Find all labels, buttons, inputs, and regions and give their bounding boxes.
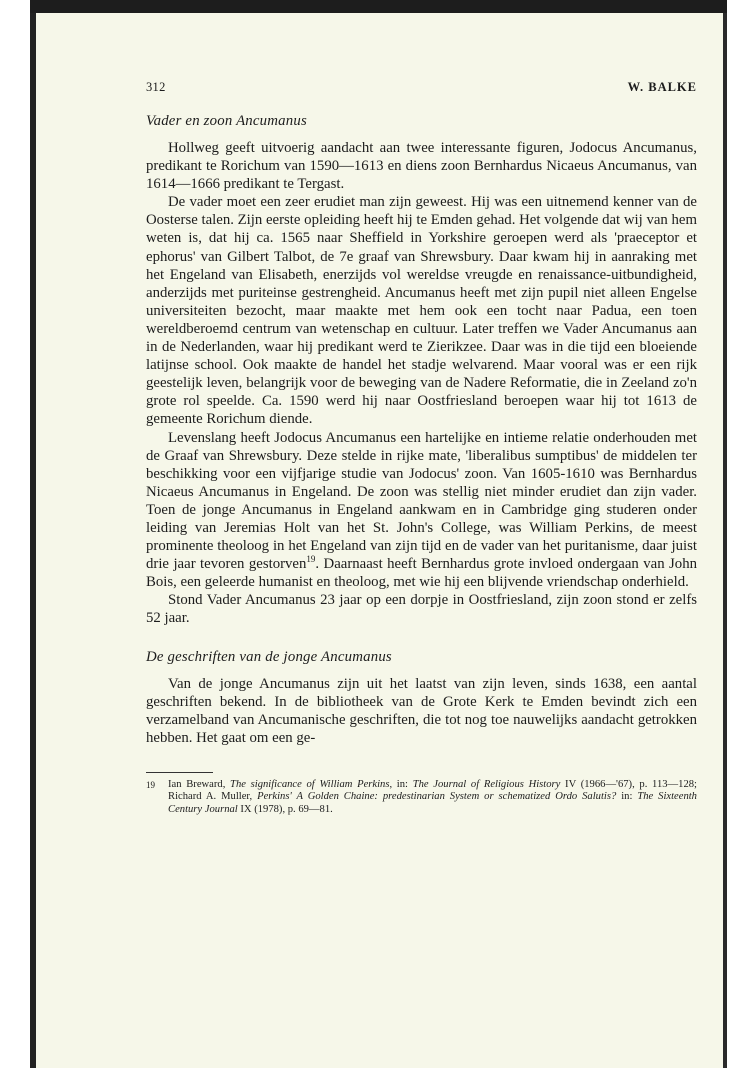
- footnote-sep: in:: [616, 791, 638, 803]
- paragraph: Hollweg geeft uitvoerig aandacht aan twee interessante figuren, Jodocus Ancumanus, predikant te Rorichum van 1590—1613 en diens zoon Bernhardus Nicaeus Ancumanus, van 1614—1666 predikant te Tergast.: [146, 140, 697, 193]
- footnote-ref: IX (1978), p. 69—81.: [237, 803, 333, 815]
- running-head-author: W. BALKE: [627, 80, 697, 94]
- paragraph-text-continued: . Daarnaast heeft Bernhardus grote invloed ondergaan van John Bois, een geleerde humanist en theoloog, met wie hij een blijvende vriendschap onderhield.: [146, 556, 697, 591]
- footnote-number: 19: [146, 779, 155, 790]
- section-title: Vader en zoon Ancumanus: [146, 113, 307, 129]
- footnote-rule: [146, 772, 213, 773]
- page-content: [146, 80, 697, 816]
- footnote-journal: The Journal of Religious History: [412, 778, 561, 790]
- page-number: 312: [146, 80, 166, 94]
- section-geschriften: [146, 649, 697, 747]
- paragraph: Van de jonge Ancumanus zijn uit het laatst van zijn leven, sinds 1638, een aantal geschriften bekend. In de bibliotheek van de Grote Kerk te Emden bevindt zich een verzamelband van Ancumanische geschriften, die tot nog toe nauwelijks aandacht getrokken hebben. Het gaat om een ge-: [146, 675, 697, 746]
- paragraph: De vader moet een zeer erudiet man zijn geweest. Hij was een uitnemend kenner van de Oosterse talen. Zijn eerste opleiding heeft hij te Emden gehad. Het volgende dat wij van hem weten is, dat hij ca. 1565 naar Sheffield in Yorkshire geroepen werd als 'praeceptor et ephorus' van Gilbert Talbot, de 7e graaf van Shrewsbury. Daar kwam hij in aanraking met het Engeland van Elisabeth, enerzijds vol wereldse vreugde en renaissance-uitbundigheid, anderzijds met puriteinse gestrengheid. Ancumanus heeft met zijn pupil niet alleen Engelse universiteiten bezocht, maar maakte met hem ook een tocht naar Padua, een toen wereldberoemd centrum van wetenschap en cultuur. Later treffen we Vader Ancumanus aan in de Nederlanden, waar hij predikant werd te Zierikzee. Daar was in die tijd een bloeiende latijnse school. Ook maakte de handel het stadje welvarend. Maar vooral was er een rijk geestelijk leven, belangrijk voor de beweging van de Nadere Reformatie, die in Zeeland zo'n grote rol speelde. Ca. 1590 werd hij naar Oostfriesland beroepen waar hij tot 1613 de gemeente Rorichum diende.: [146, 194, 698, 428]
- scan-margin-left: [0, 0, 30, 1068]
- footnote-author: Ian Breward,: [168, 778, 231, 790]
- scan-border-right: [723, 13, 727, 1068]
- paragraph-text: Levenslang heeft Jodocus Ancumanus een hartelijke en intieme relatie onderhouden met de Graaf van Shrewsbury. Deze stelde in rijke mate, 'liberalibus sumptibus' de middelen ter beschikking voor een vijfjarige studie van Jodocus' zoon. Van 1605-1610 was Bernhardus Nicaeus Ancumanus in Engeland. De zoon was stellig niet minder erudiet dan zijn vader. Toen de jonge Ancumanus in Engeland aankwam en in Cambridge ging studeren onder leiding van Jeremias Holt van het St. John's College, was William Perkins, de meest prominente theoloog in het Engeland van zijn tijd en de vader van het puritanisme, daar juist drie jaar tevoren gestorven: [146, 429, 697, 573]
- footnote-title: Perkins' A Golden Chaine: predestinarian System or schematized Ordo Salutis?: [257, 791, 617, 803]
- footnote-text: [168, 779, 697, 817]
- page: [36, 13, 723, 1068]
- footnote: [146, 779, 697, 817]
- footnote-journal: The Sixteenth Century Journal: [168, 791, 697, 815]
- section-title: De geschriften van de jonge Ancumanus: [146, 648, 392, 665]
- scan-border-top: [0, 0, 738, 13]
- paragraph: Stond Vader Ancumanus 23 jaar op een dorpje in Oostfriesland, zijn zoon stond er zelfs 52 jaar.: [146, 592, 697, 627]
- section-vader-en-zoon: [146, 113, 697, 628]
- scan-margin-right: [727, 0, 738, 1068]
- footnote-sep: , in:: [389, 778, 413, 790]
- running-head: [146, 80, 697, 95]
- footnote-ref: IV (1966—'67), p. 113—128; Richard A. Muller,: [168, 778, 697, 803]
- footnote-title: The significance of William Perkins: [230, 778, 390, 790]
- paragraph: [146, 429, 697, 592]
- footnote-marker: 19: [306, 554, 316, 565]
